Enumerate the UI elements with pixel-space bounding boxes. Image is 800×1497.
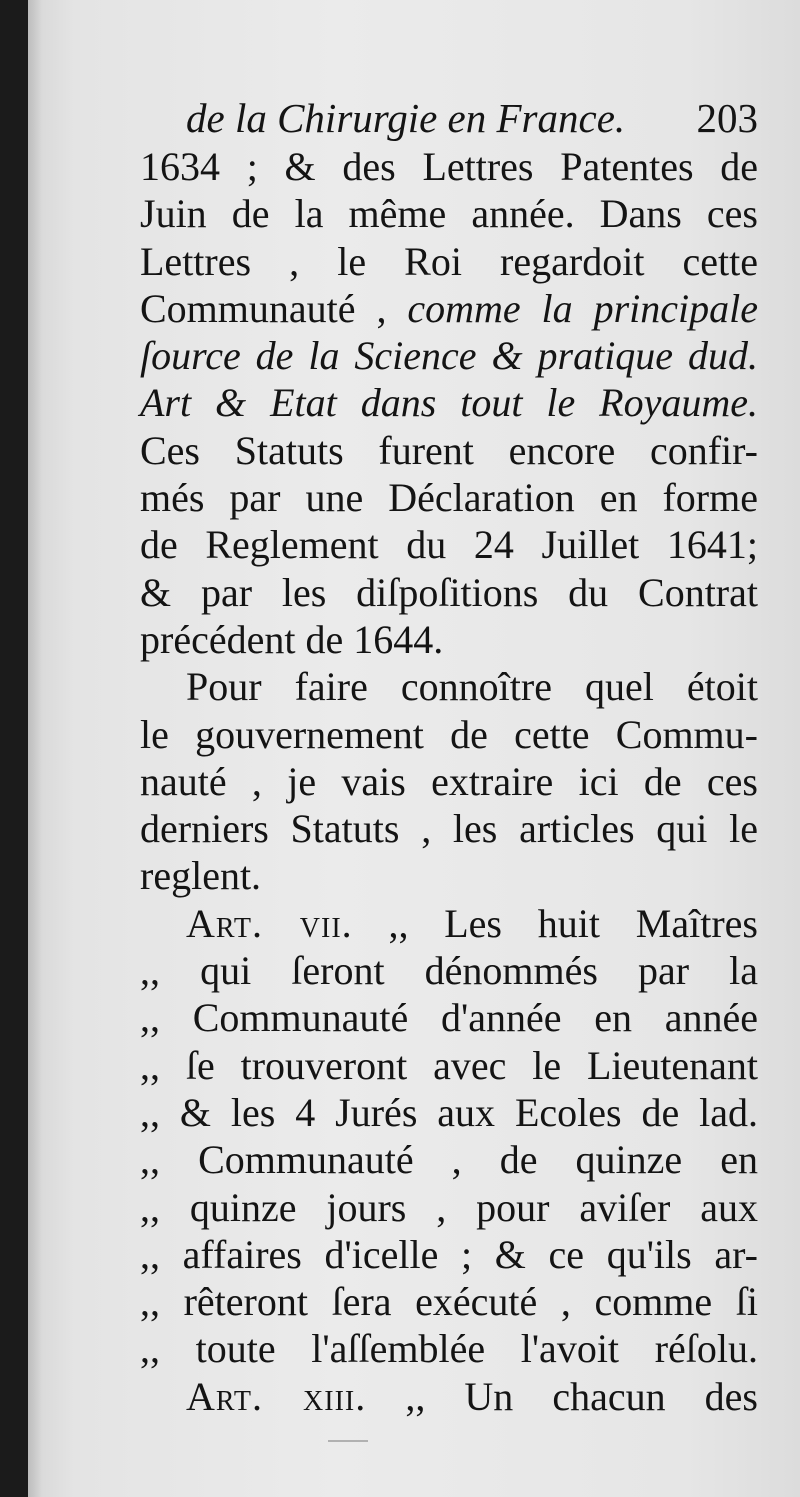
text-line: ,, rêteront ſera exécuté , comme ſi: [140, 1279, 758, 1325]
article-label: Art. vii.: [186, 900, 353, 946]
page-number: 203: [696, 95, 758, 141]
text-segment: ,, Un chacun des: [366, 1373, 758, 1419]
page-header: [140, 93, 758, 143]
text-line: derniers Statuts , les articles qui le: [140, 806, 758, 852]
text-line: ,, qui ſeront dénommés par la: [140, 948, 758, 994]
text-line: & par les diſpoſitions du Contrat: [140, 569, 758, 615]
text-line: reglent.: [140, 853, 262, 899]
text-line: Juin de la même année. Dans ces: [140, 191, 758, 237]
book-page: [28, 0, 800, 1497]
text-segment: Communauté ,: [140, 285, 408, 331]
text-line: Pour faire connoître quel étoit: [186, 664, 758, 710]
text-line: Lettres , le Roi regardoit cette: [140, 238, 758, 284]
text-line: ,, Communauté d'année en année: [140, 995, 758, 1041]
text-line: ,, quinze jours , pour aviſer aux: [140, 1184, 758, 1230]
text-line: ſource de la Science & pratique dud.: [140, 333, 758, 379]
article-label: Art. xiii.: [186, 1373, 367, 1419]
text-line: [140, 900, 758, 947]
text-segment: ,, Les huit Maîtres: [352, 900, 758, 946]
text-line: ,, ſe trouveront avec le Lieutenant: [140, 1042, 758, 1088]
print-mark: [328, 1440, 368, 1442]
text-line: de Reglement du 24 Juillet 1641;: [140, 522, 758, 568]
page-text: [140, 93, 758, 1420]
text-line: 1634 ; & des Lettres Patentes de: [140, 144, 758, 189]
italic-segment: comme la principale: [407, 285, 758, 331]
text-line: ,, affaires d'icelle ; & ce qu'ils ar-: [140, 1231, 758, 1277]
text-line: Ces Statuts furent encore confir-: [140, 427, 758, 473]
text-line: précédent de 1644.: [140, 616, 444, 662]
text-line: le gouvernement de cette Commu-: [140, 711, 758, 757]
text-line: nauté , je vais extraire ici de ces: [140, 758, 758, 804]
text-line: més par une Déclaration en forme: [140, 475, 758, 521]
text-line: ,, toute l'aſſemblée l'avoit réſolu.: [140, 1326, 758, 1372]
text-line: Art & Etat dans tout le Royaume.: [140, 380, 758, 426]
text-line: [140, 1373, 758, 1420]
running-title: de la Chirurgie en France.: [186, 95, 626, 141]
text-line: ,, & les 4 Jurés aux Ecoles de lad.: [140, 1089, 758, 1135]
text-line: ,, Communauté , de quinze en: [140, 1137, 758, 1183]
text-line: [140, 285, 758, 332]
